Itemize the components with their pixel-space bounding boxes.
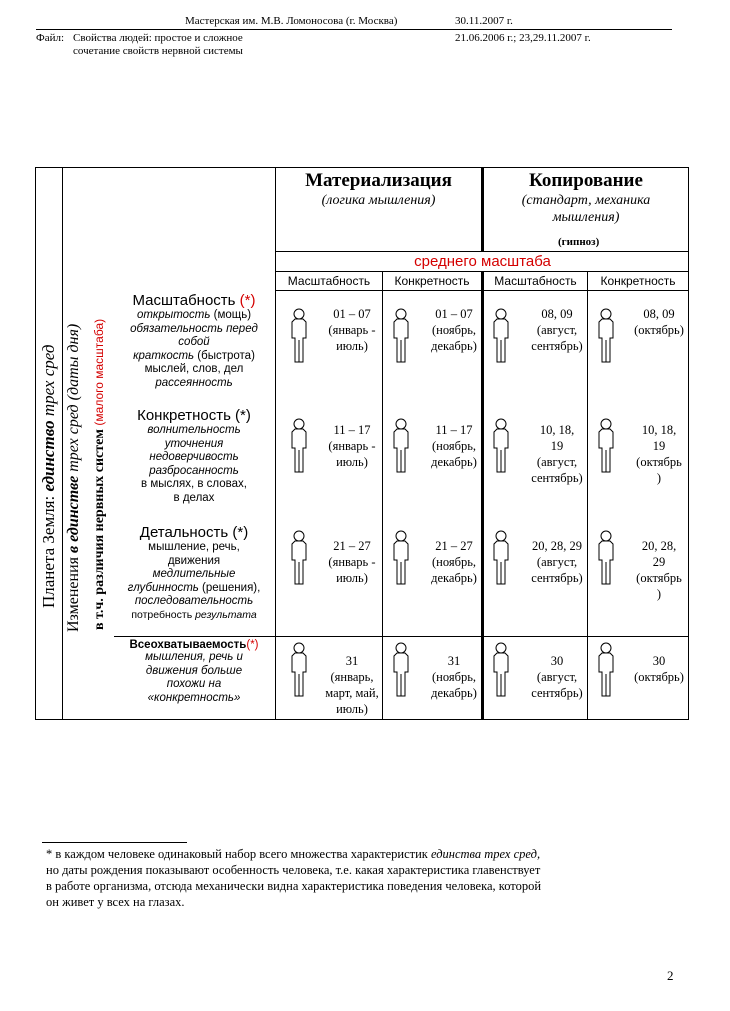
person-icon xyxy=(391,418,411,474)
date-line: ) xyxy=(656,587,662,601)
date-line: 08, 09 xyxy=(643,307,675,321)
person-icon xyxy=(596,418,616,474)
date-line: (октябрь xyxy=(636,571,682,585)
date-cell xyxy=(427,306,481,354)
person-icon xyxy=(596,642,616,698)
materialization-title: Материализация xyxy=(305,170,452,191)
date-cell xyxy=(527,422,587,486)
date-line: декабрь) xyxy=(431,571,477,585)
date-cell xyxy=(427,538,481,586)
side-label-changes: Изменения в единстве трех сред (даты дня) xyxy=(65,323,82,632)
person-icon xyxy=(491,308,511,364)
date-line: (январь - xyxy=(328,439,376,453)
date-line: сентябрь) xyxy=(531,471,583,485)
date-line: (январь - xyxy=(328,555,376,569)
category-concreteness-title: Конкретность (*) xyxy=(137,407,251,424)
date-cell xyxy=(323,422,381,470)
subheader-kop-scale: Масштабность xyxy=(494,274,577,288)
date-line: июль) xyxy=(336,571,368,585)
date-line: 20, 28, xyxy=(641,539,677,553)
date-cell xyxy=(631,653,687,685)
materialization-subtitle: (логика мышления) xyxy=(321,193,436,208)
date-line: сентябрь) xyxy=(531,686,583,700)
date-line: март, май, xyxy=(325,686,379,700)
header-file-label: Файл: xyxy=(36,32,65,44)
date-line: (октябрь xyxy=(636,455,682,469)
date-line: 31 xyxy=(345,654,359,668)
date-line: сентябрь) xyxy=(531,571,583,585)
date-line: июль) xyxy=(336,702,368,716)
date-line: (ноябрь, xyxy=(431,439,477,453)
date-line: июль) xyxy=(336,339,368,353)
person-icon xyxy=(491,642,511,698)
copying-header xyxy=(484,170,688,226)
date-line: 11 – 17 xyxy=(333,423,371,437)
category-scale: Масштабность (*) открытость (мощь) обязательность перед собой краткость (быстрота) мыслей, слов, дел рассеянность xyxy=(114,292,274,391)
date-line: (октябрь) xyxy=(634,670,684,684)
person-icon xyxy=(391,308,411,364)
category-scale-title: Масштабность (*) xyxy=(132,292,256,309)
date-line: (октябрь) xyxy=(634,323,684,337)
date-line: (август, xyxy=(536,455,578,469)
scale-label: среднего масштаба xyxy=(414,253,551,270)
category-detail-title: Детальность (*) xyxy=(139,524,249,541)
date-line: 19 xyxy=(550,439,564,453)
person-icon xyxy=(596,308,616,364)
date-cell xyxy=(631,306,687,338)
person-icon xyxy=(289,308,309,364)
footnote: * в каждом человеке одинаковый набор всего множества характеристик единства трех сред, но даты рождения показывают особенность человека, т.е. какая характеристика главенствует в работе организма, отсюда механически видна характеристика поведения человека, которой он живет у всех на глазах. xyxy=(46,847,542,909)
date-cell xyxy=(527,538,587,586)
copying-subtitle-1: (стандарт, механика xyxy=(521,193,651,208)
date-line: декабрь) xyxy=(431,686,477,700)
date-cell xyxy=(631,422,687,486)
date-line: ) xyxy=(656,471,662,485)
date-line: 30 xyxy=(652,654,666,668)
person-icon xyxy=(391,642,411,698)
person-icon xyxy=(289,642,309,698)
header-org: Мастерская им. М.В. Ломоносова (г. Москва) xyxy=(185,15,398,27)
copying-title: Копирование xyxy=(529,170,643,191)
category-coverage: Всеохватываемость(*) мышления, речь и движения больше похожи на «конкретность» xyxy=(114,639,274,705)
header-file-name-2: сочетание свойств нервной системы xyxy=(73,45,243,57)
date-cell xyxy=(527,653,587,701)
category-coverage-title: Всеохватываемость(*) xyxy=(129,639,259,651)
date-line: 30 xyxy=(550,654,564,668)
person-icon xyxy=(491,530,511,586)
date-line: (август, xyxy=(536,670,578,684)
date-line: 11 – 17 xyxy=(435,423,473,437)
date-line: июль) xyxy=(336,455,368,469)
date-line: (август, xyxy=(536,555,578,569)
person-icon xyxy=(491,418,511,474)
person-icon xyxy=(289,530,309,586)
date-line: (январь - xyxy=(328,323,376,337)
date-line: 20, 28, 29 xyxy=(532,539,582,553)
header-file-name-1: Свойства людей: простое и сложное xyxy=(73,32,243,44)
copying-subtitle-2: мышления) xyxy=(552,210,620,225)
date-cell xyxy=(323,306,381,354)
date-cell xyxy=(427,653,481,701)
category-detail: Детальность (*) мышление, речь, движения медлительные глубинность (решения), последовательность потребность результата xyxy=(114,524,274,623)
date-cell xyxy=(527,306,587,354)
materialization-header xyxy=(277,170,480,209)
copying-note: (гипноз) xyxy=(558,236,600,248)
side-label-nervous: в т.ч. различия нервных систем (малого масштаба) xyxy=(92,318,107,630)
subheader-mat-concrete: Конкретность xyxy=(394,274,470,288)
date-line: 29 xyxy=(652,555,666,569)
header-rule xyxy=(36,29,672,30)
date-line: 19 xyxy=(652,439,666,453)
date-line: 31 xyxy=(447,654,461,668)
date-line: (ноябрь, xyxy=(431,555,477,569)
footnote-rule xyxy=(42,842,187,843)
date-line: (ноябрь, xyxy=(431,323,477,337)
date-line: (январь, xyxy=(330,670,374,684)
date-line: сентябрь) xyxy=(531,339,583,353)
date-cell xyxy=(631,538,687,602)
header-date: 30.11.2007 г. xyxy=(455,15,513,27)
date-line: декабрь) xyxy=(431,339,477,353)
date-line: 21 – 27 xyxy=(333,539,371,553)
date-line: 21 – 27 xyxy=(435,539,473,553)
person-icon xyxy=(289,418,309,474)
subheader-mat-scale: Масштабность xyxy=(287,274,371,288)
date-line: (август, xyxy=(536,323,578,337)
date-line: 01 – 07 xyxy=(333,307,371,321)
subheader-kop-concrete: Конкретность xyxy=(600,274,676,288)
category-concreteness: Конкретность (*) волнительность уточнения недоверчивость разбросанность в мыслях, в словах, в делах xyxy=(114,407,274,506)
date-cell xyxy=(323,538,381,586)
person-icon xyxy=(596,530,616,586)
side-label-planet: Планета Земля: единство трех сред xyxy=(39,344,58,608)
date-line: 10, 18, xyxy=(641,423,677,437)
date-line: 01 – 07 xyxy=(435,307,473,321)
person-icon xyxy=(391,530,411,586)
date-line: декабрь) xyxy=(431,455,477,469)
date-line: 10, 18, xyxy=(539,423,575,437)
date-cell xyxy=(427,422,481,470)
date-line: (ноябрь, xyxy=(431,670,477,684)
page-number: 2 xyxy=(667,968,674,983)
date-cell xyxy=(323,653,381,717)
header-file-dates: 21.06.2006 г.; 23,29.11.2007 г. xyxy=(455,32,591,44)
date-line: 08, 09 xyxy=(541,307,573,321)
